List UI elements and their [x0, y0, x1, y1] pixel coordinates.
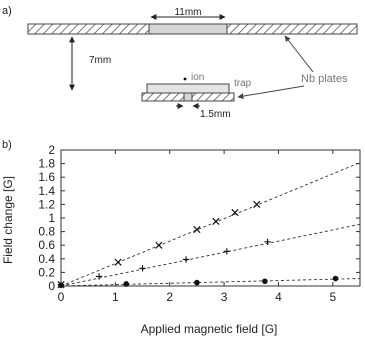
- y-tick-label: 0.4: [38, 251, 55, 266]
- panel-b-label: b): [2, 139, 12, 151]
- y-tick-label: 0.6: [38, 238, 55, 253]
- bottom-left-nb-plate: [142, 93, 184, 101]
- fit-line-x: [61, 163, 360, 286]
- point-x-series: [156, 242, 162, 248]
- ion-dot: [184, 78, 187, 81]
- x-tick-label: 0: [57, 290, 65, 304]
- y-tick-label: 1.4: [38, 183, 55, 198]
- trap: [147, 84, 229, 93]
- point-dot-series: [123, 281, 129, 287]
- point-plus-series: [96, 273, 102, 279]
- x-tick-label: 3: [220, 290, 228, 304]
- chart-plot-area: [38, 143, 360, 304]
- height-dimension-label: 7mm: [89, 55, 112, 66]
- x-tick-label: 5: [329, 290, 337, 304]
- y-tick-label: 1: [48, 211, 55, 225]
- x-axis-title: Applied magnetic field [G]: [140, 322, 278, 336]
- point-plus-series: [224, 248, 230, 254]
- y-tick-label: 1.8: [38, 156, 55, 171]
- fit-line-+: [61, 224, 360, 286]
- fit-line-dot: [61, 279, 360, 286]
- point-x-series: [194, 226, 200, 232]
- point-x-series: [254, 201, 260, 207]
- gap-dimension-label: 11mm: [174, 7, 202, 18]
- y-tick-label: 2: [48, 143, 55, 157]
- y-tick-label: 0.2: [38, 265, 55, 280]
- point-plus-series: [264, 239, 270, 245]
- point-plus-series: [183, 256, 189, 262]
- y-tick-label: 1.6: [38, 170, 55, 185]
- panel-a-label: a): [2, 5, 12, 17]
- point-dot-series: [58, 283, 64, 289]
- plot-frame: [61, 150, 360, 286]
- nb-plates-pointer-top: [285, 36, 313, 72]
- nb-plates-label: Nb plates: [301, 73, 348, 85]
- point-x-series: [213, 218, 219, 224]
- top-left-nb-plate: [28, 24, 149, 34]
- point-x-series: [232, 209, 238, 215]
- bottom-hole: [184, 93, 192, 101]
- point-x-series: [115, 259, 121, 265]
- point-dot-series: [262, 278, 268, 284]
- x-tick-label: 2: [166, 290, 174, 304]
- panel-a-diagram: [2, 5, 357, 120]
- point-plus-series: [139, 265, 145, 271]
- ion-label: ion: [191, 72, 205, 83]
- y-tick-label: 1.2: [38, 197, 55, 212]
- y-tick-label: 0: [48, 279, 55, 293]
- panel-b-chart: [1, 139, 360, 336]
- top-center-gap: [149, 24, 227, 34]
- hole-dimension-label: 1.5mm: [200, 109, 231, 120]
- point-dot-series: [333, 276, 339, 282]
- x-tick-label: 1: [112, 290, 119, 304]
- bottom-right-nb-plate: [192, 93, 234, 101]
- x-tick-label: 4: [275, 290, 282, 304]
- y-axis-title: Field change [G]: [1, 175, 15, 265]
- y-tick-label: 0.8: [38, 224, 55, 239]
- trap-label: trap: [234, 78, 252, 89]
- top-right-nb-plate: [227, 24, 357, 34]
- point-dot-series: [194, 280, 200, 286]
